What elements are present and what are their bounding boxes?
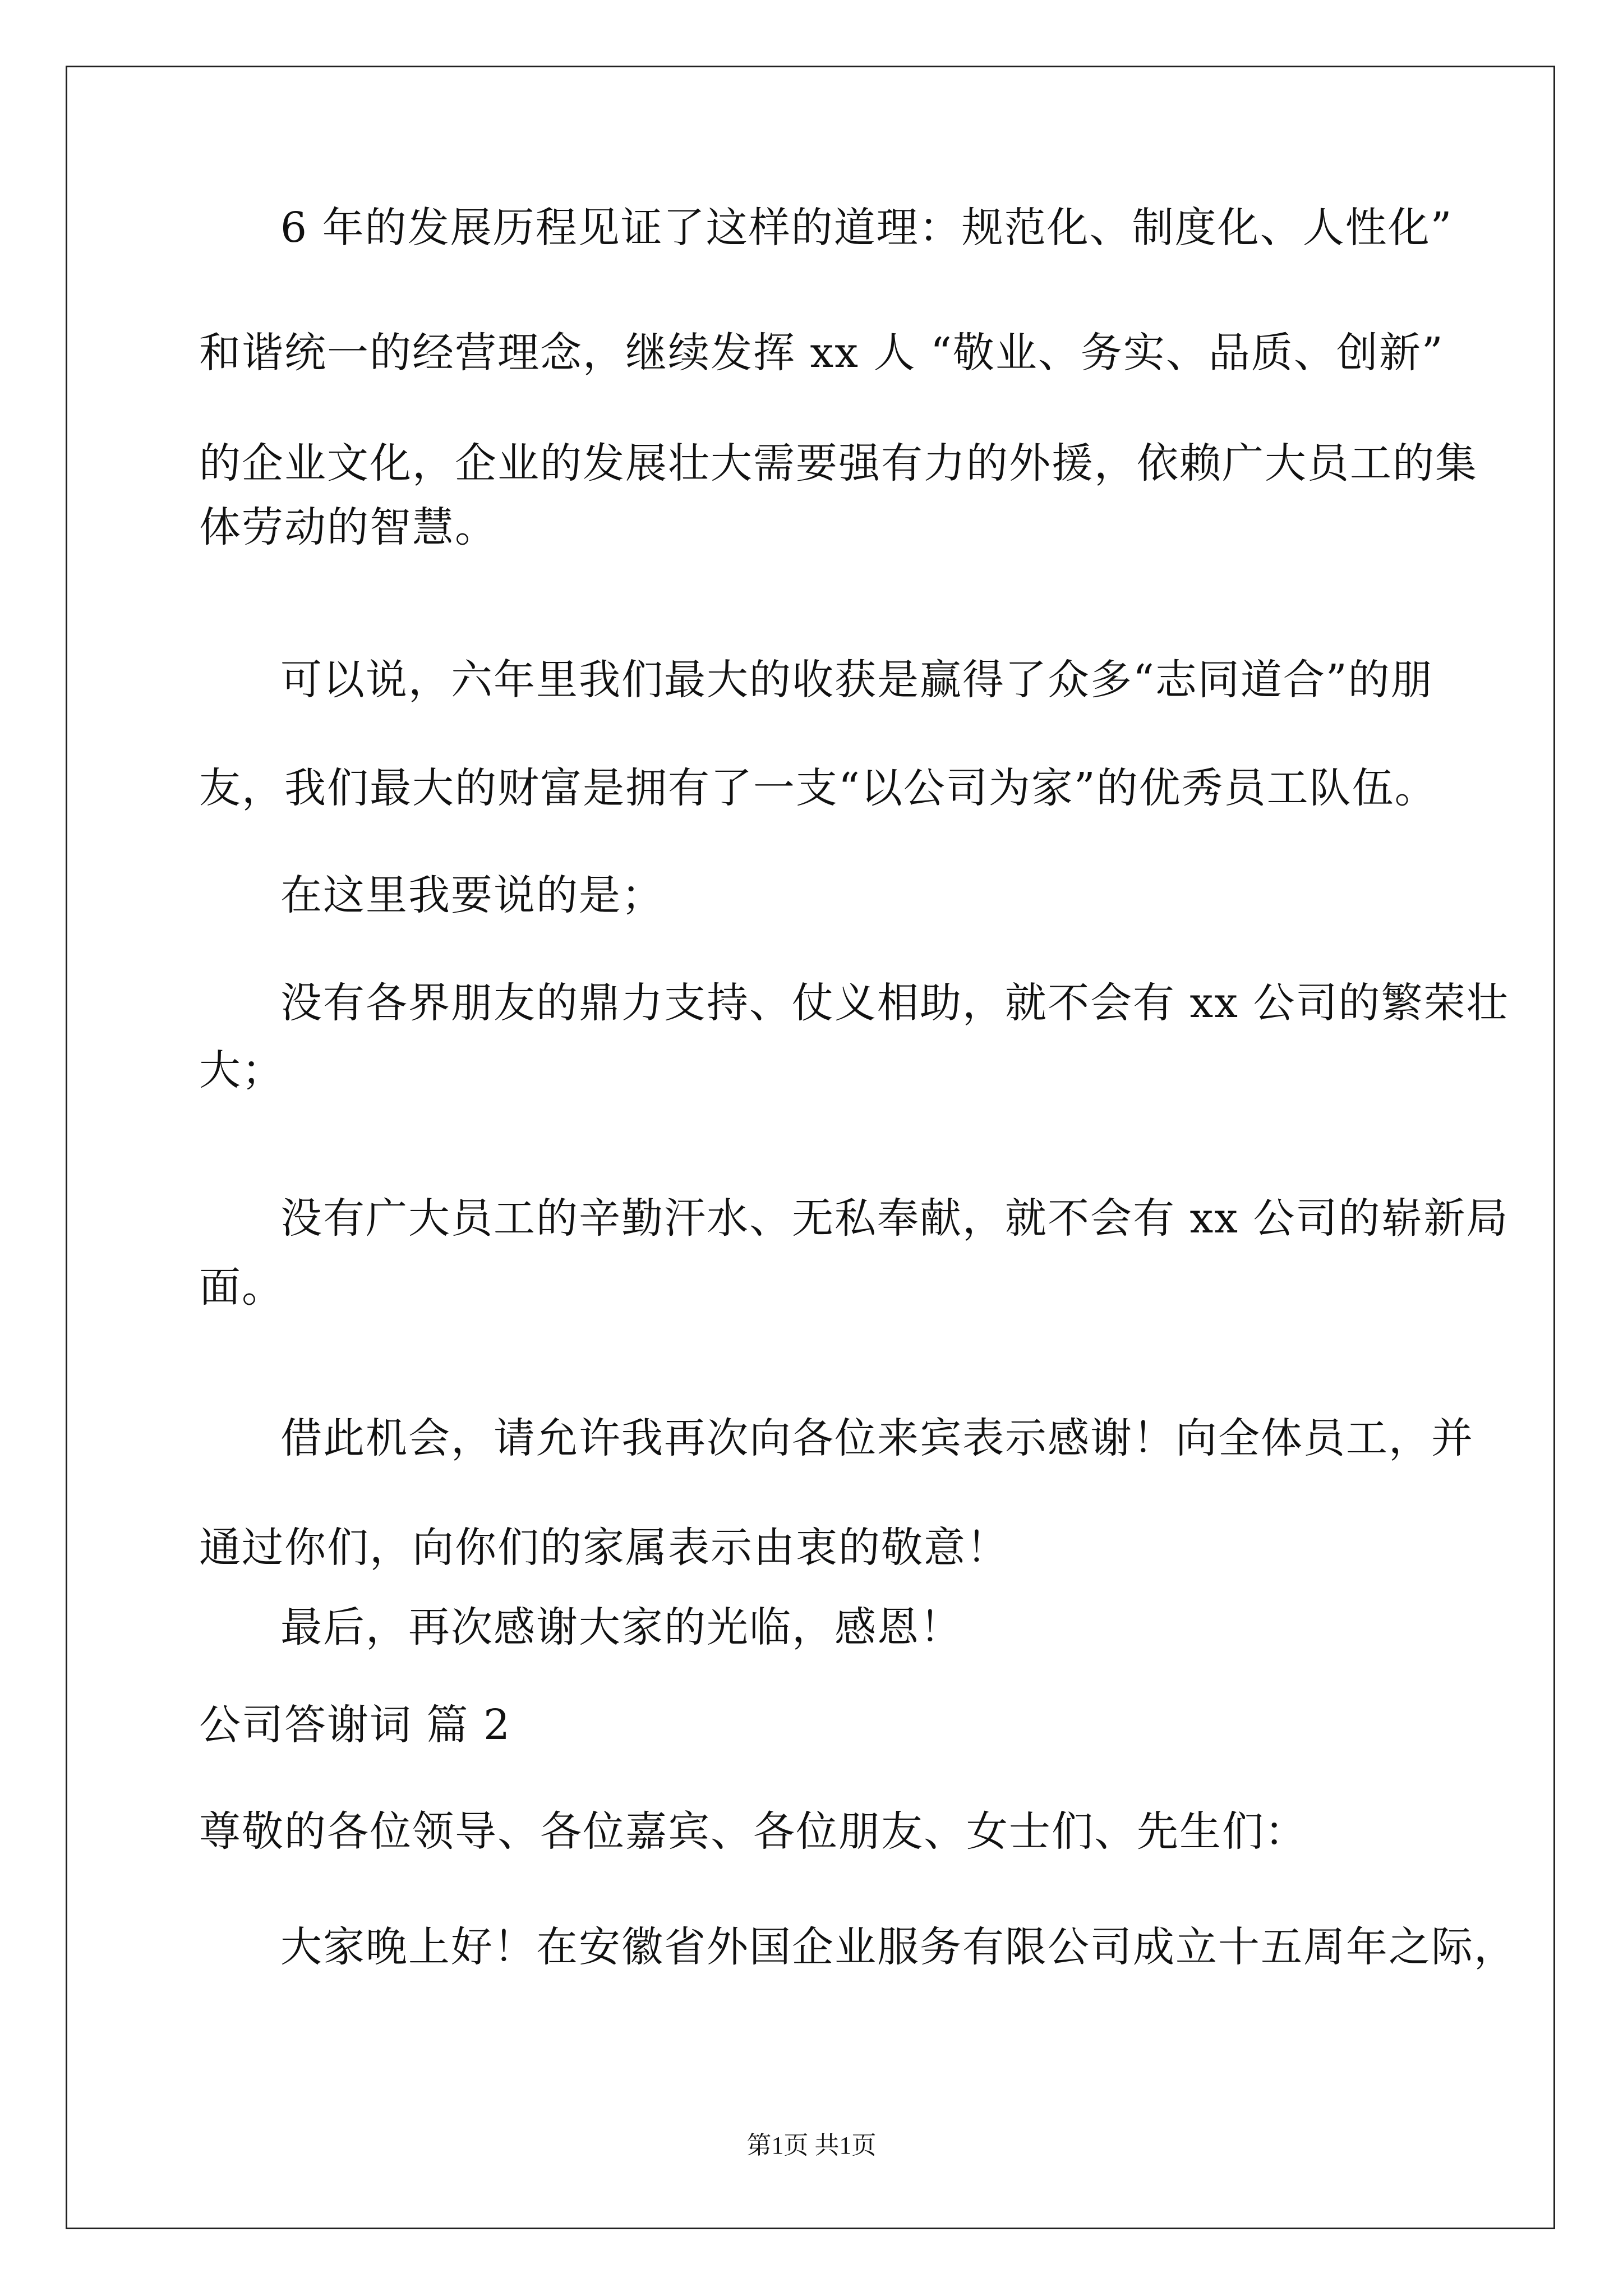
body-line: 体劳动的智慧。 — [199, 503, 497, 551]
body-line: 最后，再次感谢大家的光临，感恩！ — [280, 1603, 962, 1651]
body-line: 通过你们，向你们的家属表示由衷的敬意！ — [199, 1524, 1009, 1572]
body-line: 友，我们最大的财富是拥有了一支“以公司为家”的优秀员工队伍。 — [199, 764, 1437, 812]
body-line: 没有各界朋友的鼎力支持、仗义相助，就不会有 xx 公司的繁荣壮 — [280, 979, 1509, 1027]
body-line: 面。 — [199, 1263, 284, 1312]
body-line: 尊敬的各位领导、各位嘉宾、各位朋友、女士们、先生们： — [199, 1807, 1307, 1856]
section-heading: 公司答谢词 篇 2 — [199, 1701, 511, 1749]
page-footer: 第1页 共1页 — [746, 2132, 877, 2159]
body-line: 和谐统一的经营理念，继续发挥 xx 人 “敬业、务实、品质、创新” — [199, 329, 1444, 377]
body-line: 的企业文化，企业的发展壮大需要强有力的外援，依赖广大员工的集 — [199, 439, 1478, 487]
body-line: 借此机会，请允许我再次向各位来宾表示感谢！向全体员工，并 — [280, 1414, 1474, 1462]
body-line: 大家晚上好！在安徽省外国企业服务有限公司成立十五周年之际， — [280, 1923, 1516, 1971]
body-line: 6 年的发展历程见证了这样的道理：规范化、制度化、人性化” — [280, 204, 1453, 252]
body-line: 大； — [199, 1046, 284, 1094]
body-line: 可以说，六年里我们最大的收获是赢得了众多“志同道合”的朋 — [280, 656, 1433, 704]
body-line: 没有广大员工的辛勤汗水、无私奉献，就不会有 xx 公司的崭新局 — [280, 1194, 1509, 1243]
body-line: 在这里我要说的是； — [280, 871, 664, 919]
page-border — [66, 66, 1555, 2229]
